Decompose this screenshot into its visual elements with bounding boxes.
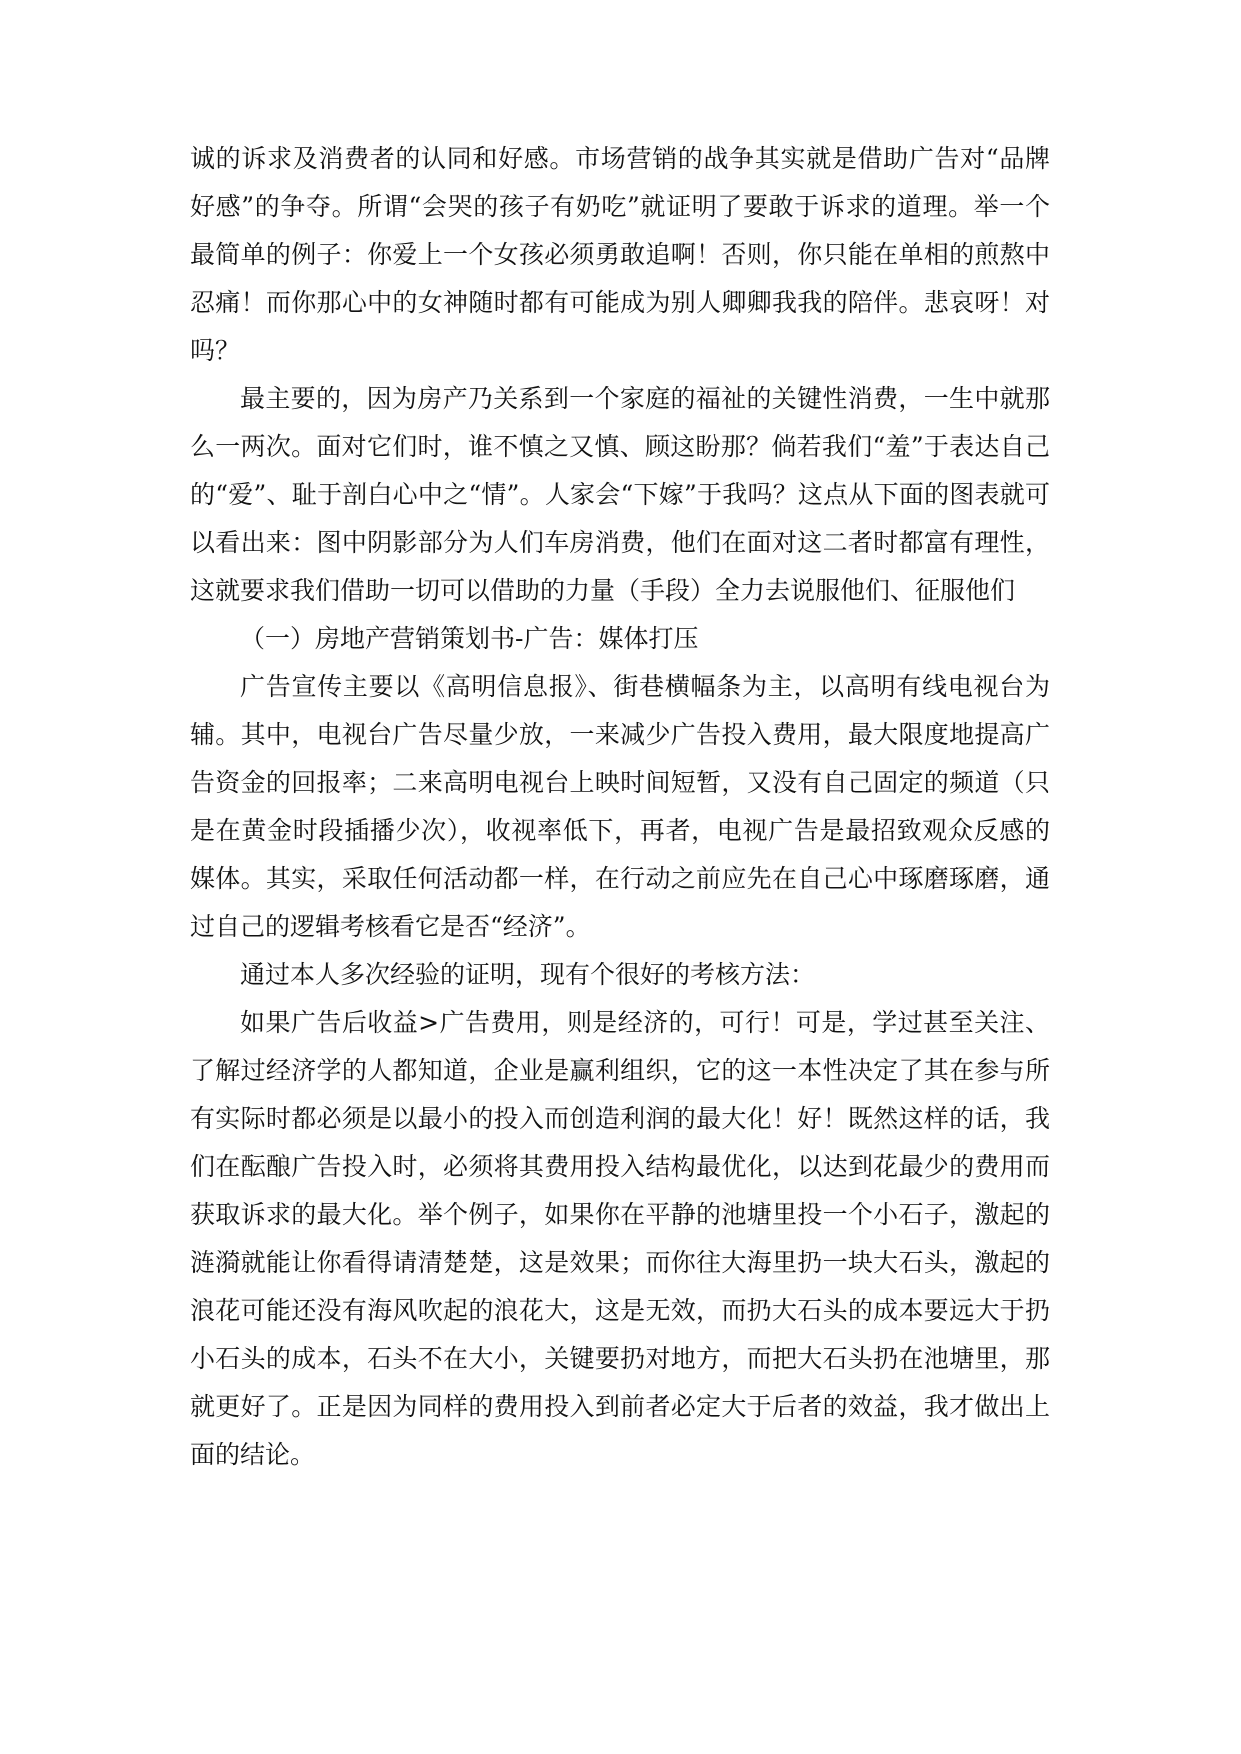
body-paragraph-1: 诚的诉求及消费者的认同和好感。市场营销的战争其实就是借助广告对“品牌好感”的争夺。所谓“会哭的孩子有奶吃”就证明了要敢于诉求的道理。举一个最简单的例子：你爱上一个女孩必须勇敢追啊！否则，你只能在单相的煎熬中忍痛！而你那心中的女神随时都有可能成为别人卿卿我我的陪伴。悲哀呀！对吗？	[190, 144, 1050, 365]
body-paragraph-5: 如果广告后收益>广告费用，则是经济的，可行！可是，学过甚至关注、了解过经济学的人都知道，企业是赢利组织，它的这一本性决定了其在参与所有实际时都必须是以最小的投入而创造利润的最大化！好！既然这样的话，我们在酝酿广告投入时，必须将其费用投入结构最优化，以达到花最少的费用而获取诉求的最大化。举个例子，如果你在平静的池塘里投一个小石子，激起的涟漪就能让你看得请清楚楚，这是效果；而你往大海里扔一块大石头，激起的浪花可能还没有海风吹起的浪花大，这是无效，而扔大石头的成本要远大于扔小石头的成本，石头不在大小，关键要扔对地方，而把大石头扔在池塘里，那就更好了。正是因为同样的费用投入到前者必定大于后者的效益，我才做出上面的结论。	[190, 1008, 1050, 1469]
body-paragraph-4: 通过本人多次经验的证明，现有个很好的考核方法：	[240, 960, 816, 989]
section-heading: （一）房地产营销策划书-广告：媒体打压	[240, 624, 699, 653]
body-paragraph-2: 最主要的，因为房产乃关系到一个家庭的福祉的关键性消费，一生中就那么一两次。面对它们时，谁不慎之又慎、顾这盼那？倘若我们“羞”于表达自己的“爱”、耻于剖白心中之“情”。人家会“下嫁”于我吗？这点从下面的图表就可以看出来：图中阴影部分为人们车房消费，他们在面对这二者时都富有理性，这就要求我们借助一切可以借助的力量（手段）全力去说服他们、征服他们	[190, 384, 1050, 605]
document-page	[190, 135, 1050, 1479]
body-paragraph-3: 广告宣传主要以《高明信息报》、街巷横幅条为主，以高明有线电视台为辅。其中，电视台广告尽量少放，一来减少广告投入费用，最大限度地提高广告资金的回报率；二来高明电视台上映时间短暂，又没有自己固定的频道（只是在黄金时段插播少次），收视率低下，再者，电视广告是最招致观众反感的媒体。其实，采取任何活动都一样，在行动之前应先在自己心中琢磨琢磨，通过自己的逻辑考核看它是否“经济”。	[190, 672, 1050, 941]
